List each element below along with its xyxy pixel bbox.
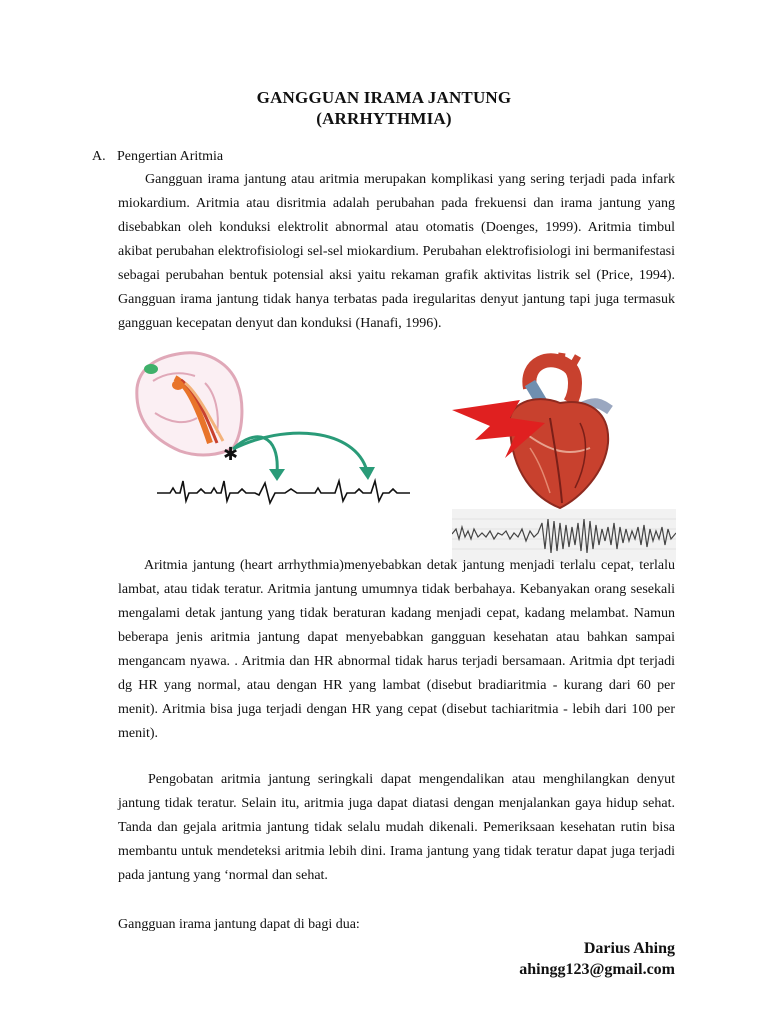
- paragraph-definition: Gangguan irama jantung atau aritmia merupakan komplikasi yang sering terjadi pada infark miokardium. Aritmia atau disritmia adalah perubahan pada frekuensi dan irama jantung yang disebabkan oleh konduksi elektrolit abnormal atau otomatis (Doenges, 1999). Aritmia timbul akibat perubahan elektrofisiologi sel-sel miokardium. Perubahan elektrofisiologi ini bermanifestasi sebagai perubahan bentuk potensial aksi yaitu rekaman grafik aktivitas listrik sel (Price, 1994). Gangguan irama jantung tidak hanya terbatas pada iregularitas denyut jantung tapi juga termasuk gangguan kecepatan denyut dan konduksi (Hanafi, 1996).: [118, 172, 675, 331]
- section-number: A.: [92, 149, 106, 164]
- paragraph-arrhythmia-effects: Aritmia jantung (heart arrhythmia)menyebabkan detak jantung menjadi terlalu cepat, terlalu lambat, atau tidak teratur. Aritmia jantung umumnya tidak berbahaya. Kebanyakan orang sesekali mengalami detak jantung yang tidak beraturan kadang menjadi cepat, kadang melambat. Namun beberapa jenis aritmia jantung dapat menyebabkan gangguan kesehatan atau bahkan sampai mengancam nyawa. . Aritmia dan HR abnormal tidak harus terjadi bersamaan. Aritmia dpt terjadi dg HR yang normal, atau dengan HR yang lambat (disebut bradiaritmia - kurang dari 60 per menit). Aritmia bisa juga terjadi dengan HR yang cepat (disebut tachiaritmia - lebih dari 100 per menit).: [118, 558, 675, 741]
- section-title: Pengertian Aritmia: [117, 149, 224, 164]
- svg-text:✱: ✱: [223, 444, 239, 465]
- paragraph-treatment: Pengobatan aritmia jantung seringkali dapat mengendalikan atau menghilangkan denyut jantung tidak teratur. Selain itu, aritmia juga dapat diatasi dengan menjalankan gaya hidup sehat. Tanda dan gejala aritmia jantung tidak selalu mudah dikenali. Pemeriksaan kesehatan rutin bisa membantu untuk mendeteksi aritmia lebih dini. Irama jantung yang tidak teratur dapat juga terjadi pada jantung yang ‘normal dan sehat.: [118, 772, 675, 883]
- document-subtitle: (ARRHYTHMIA): [316, 109, 452, 128]
- paragraph-classification: Gangguan irama jantung dapat di bagi dua:: [118, 917, 360, 932]
- author-email: ahingg123@gmail.com: [519, 961, 675, 978]
- section-heading: [92, 149, 223, 165]
- author-name: Darius Ahing: [583, 940, 675, 957]
- heart-conduction-ecg-diagram: [125, 343, 415, 518]
- document-title: GANGGUAN IRAMA JANTUNG: [256, 88, 512, 107]
- heart-lightning-illustration: [450, 348, 640, 513]
